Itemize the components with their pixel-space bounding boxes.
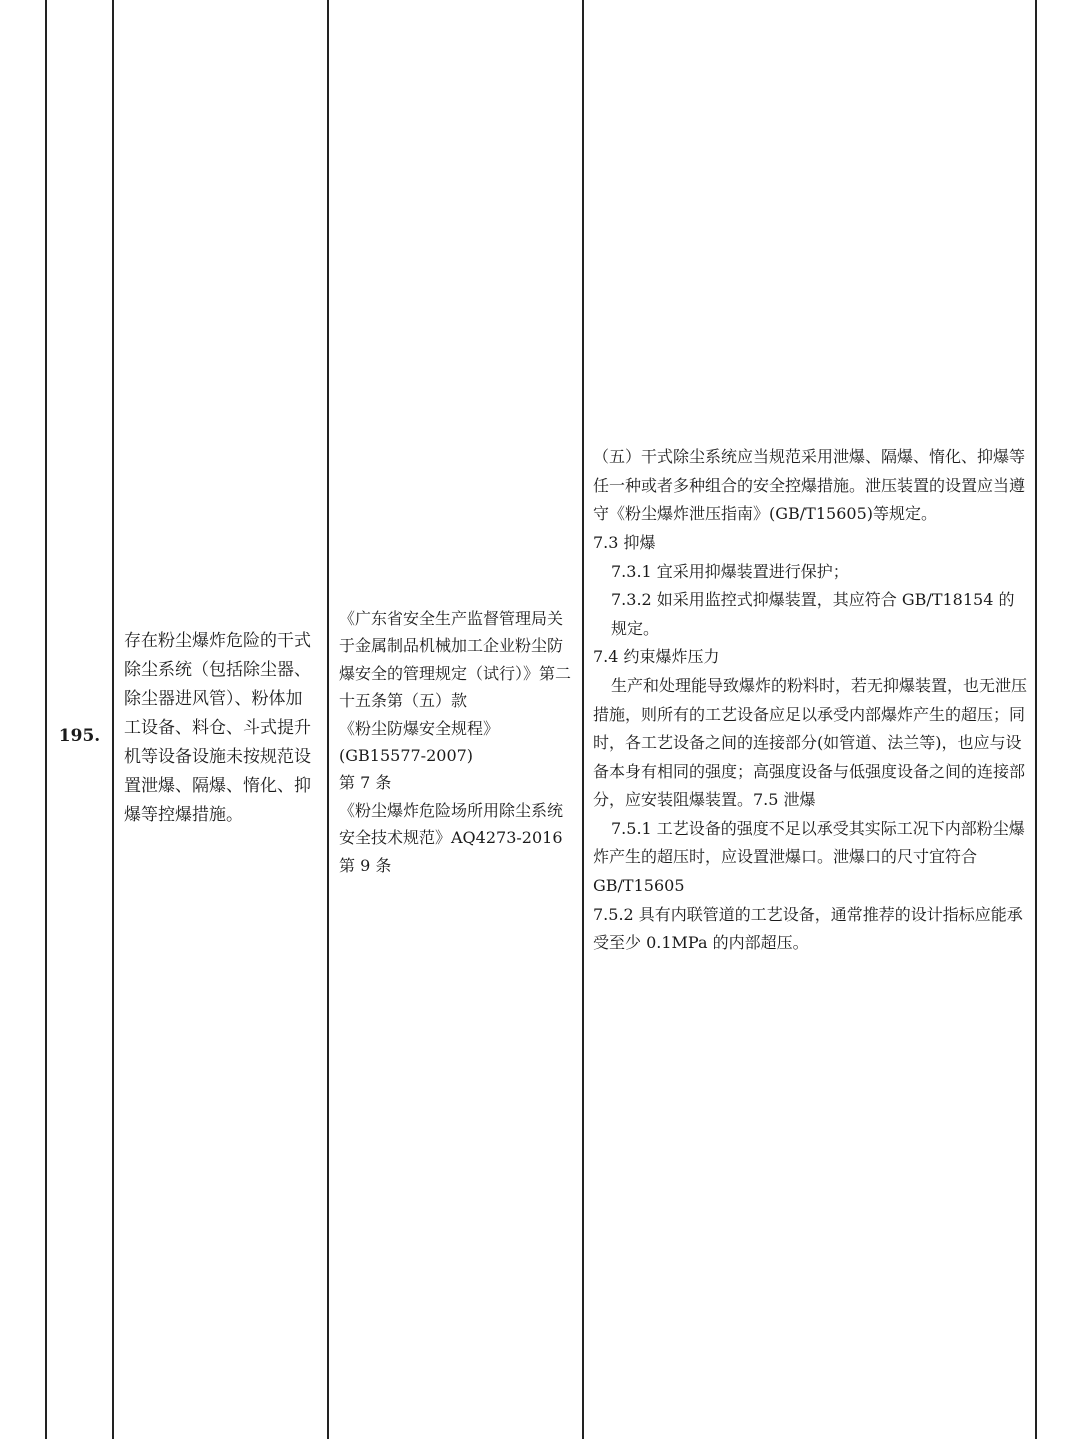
- legal-basis-cell: [329, 0, 584, 1439]
- hazard-description-cell: [114, 0, 329, 1439]
- item-number-cell: [47, 0, 114, 1439]
- basis-dust-explosion-code: 《粉尘防爆安全规程》(GB15577-2007): [339, 718, 500, 765]
- item-number: 195.: [58, 725, 101, 746]
- clause-7-3-heading: 7.3 抑爆: [593, 532, 656, 552]
- clause-7-3-2: 7.3.2 如采用监控式抑爆装置，其应符合 GB/T18154 的规定。: [611, 590, 1015, 638]
- clause-7-5-1: 7.5.1 工艺设备的强度不足以承受其实际工况下内部粉尘爆炸产生的超压时，应设置泄爆口。泄爆口的尺寸宜符合 GB/T15605: [593, 818, 1025, 896]
- basis-article-7: 第 7 条: [339, 773, 392, 793]
- clause-text-cell: [584, 0, 1035, 1439]
- hazard-description: 存在粉尘爆炸危险的干式除尘系统（包括除尘器、除尘器进风管）、粉体加工设备、料仓、斗式提升机等设备设施未按规范设置泄爆、隔爆、惰化、抑爆等控爆措施。: [124, 631, 311, 825]
- basis-guangdong-regulation: 《广东省安全生产监督管理局关于金属制品机械加工企业粉尘防爆安全的管理规定（试行）》第二十五条第（五）款: [339, 608, 572, 711]
- clause-7-3-1: 7.3.1 宜采用抑爆装置进行保护；: [611, 561, 849, 581]
- clause-item-5: （五）干式除尘系统应当规范采用泄爆、隔爆、惰化、抑爆等任一种或者多种组合的安全控爆措施。泄压装置的设置应当遵守《粉尘爆炸泄压指南》(GB/T15605)等规定。: [593, 447, 1026, 524]
- legal-basis: [329, 605, 582, 879]
- clause-7-4-body: 生产和处理能导致爆炸的粉料时，若无抑爆装置，也无泄压措施，则所有的工艺设备应足以承受内部爆炸产生的超压；同时，各工艺设备之间的连接部分(如管道、法兰等)，也应与设备本身有相同的强度；高强度设备与低强度设备之间的连接部分，应安装阻爆装置。7.5 泄爆: [593, 675, 1028, 810]
- basis-aq4273-standard: 《粉尘爆炸危险场所用除尘系统安全技术规范》AQ4273-2016 第 9 条: [339, 800, 564, 875]
- clause-7-4-heading: 7.4 约束爆炸压力: [593, 647, 720, 667]
- regulation-table: [45, 0, 1037, 1439]
- clause-text: [584, 443, 1035, 958]
- clause-7-5-2: 7.5.2 具有内联管道的工艺设备，通常推荐的设计指标应能承受至少 0.1MPa 的内部超压。: [593, 904, 1023, 953]
